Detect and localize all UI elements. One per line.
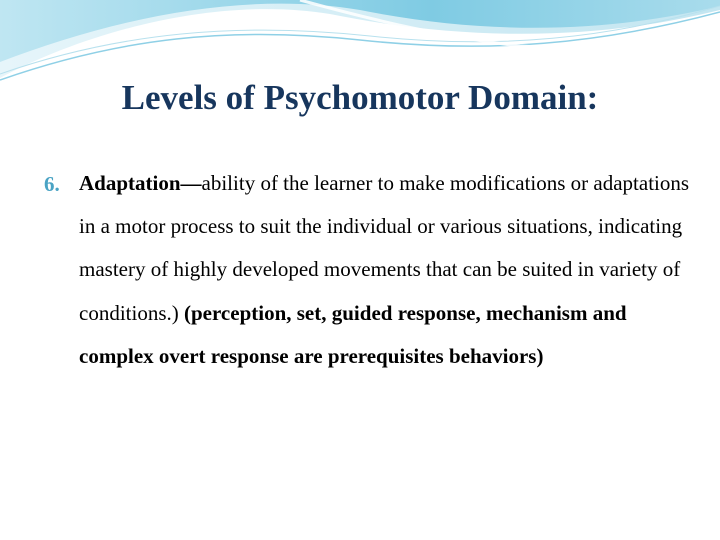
list-item-number: 6. — [44, 172, 60, 196]
prerequisites-note: (perception, set, guided response, mechanism and complex overt response are prerequisites behaviors) — [79, 300, 627, 368]
list-item-text — [79, 162, 704, 378]
term-description: ability of the learner to make modifications or adaptations in a motor process to suit the individual or various situations, indicating mastery of highly developed movements that can be suited in variety of conditions.) — [79, 171, 690, 325]
term: Adaptation — [79, 171, 181, 195]
slide-title: Levels of Psychomotor Domain: — [121, 78, 599, 117]
em-dash: — — [180, 171, 202, 195]
